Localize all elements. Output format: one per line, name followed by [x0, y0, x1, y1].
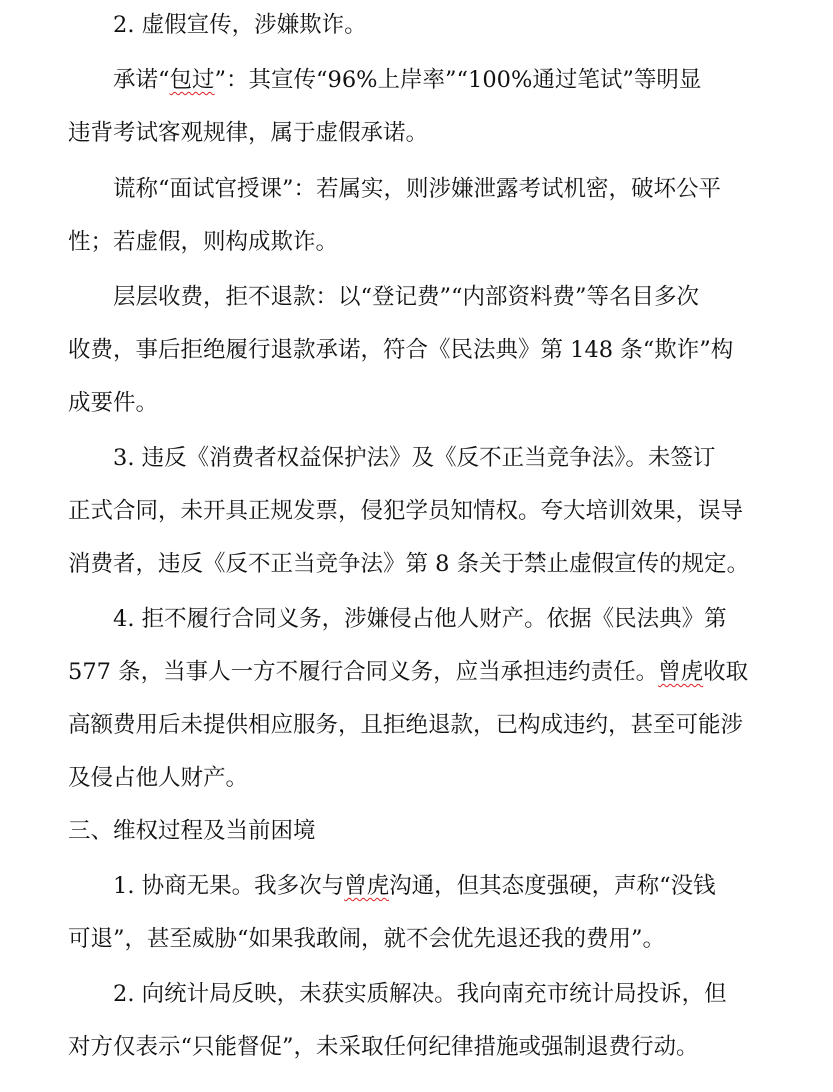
text-segment: 成要件。	[68, 390, 159, 416]
section-heading	[68, 816, 768, 846]
text-line	[113, 979, 813, 1009]
text-segment: 消费者，违反《反不正当竞争法》第 8 条关于禁止虚假宣传的规定。	[68, 551, 750, 577]
text-line	[68, 496, 768, 526]
text-segment: 对方仅表示“只能督促”，未采取任何纪律措施或强制退费行动。	[68, 1034, 699, 1060]
text-segment: 3. 违反《消费者权益保护法》及《反不正当竞争法》。未签订	[113, 445, 716, 471]
text-segment: 沟通，但其态度强硬，声称“没钱	[389, 873, 716, 899]
text-segment: 承诺“	[113, 67, 170, 93]
text-segment: 2. 向统计局反映，未获实质解决。我向南充市统计局投诉，但	[113, 981, 727, 1007]
text-segment: ”：其宣传“96%上岸率”“100%通过笔试”等明显	[214, 67, 702, 93]
text-line	[113, 65, 813, 95]
text-line	[68, 763, 768, 793]
text-segment: 高额费用后未提供相应服务，且拒绝退款，已构成违约，甚至可能涉	[68, 712, 744, 738]
text-segment: 4. 拒不履行合同义务，涉嫌侵占他人财产。依据《民法典》第	[113, 606, 727, 632]
text-segment: 收费，事后拒绝履行退款承诺，符合《民法典》第 148 条“欺诈”构	[68, 337, 734, 363]
spellcheck-flagged-text: 曾虎	[658, 659, 704, 685]
text-line	[68, 710, 768, 740]
text-line	[113, 174, 813, 204]
text-line	[68, 227, 768, 257]
text-line	[68, 388, 768, 418]
text-segment: 2. 虚假宣传，涉嫌欺诈。	[113, 12, 367, 38]
text-segment: 违背考试客观规律，属于虚假承诺。	[68, 120, 429, 146]
text-line	[113, 10, 813, 40]
text-line	[113, 282, 813, 312]
text-line	[68, 924, 768, 954]
text-segment: 及侵占他人财产。	[68, 765, 249, 791]
text-segment: 层层收费，拒不退款：以“登记费”“内部资料费”等名目多次	[113, 284, 700, 310]
text-segment: 收取	[703, 659, 749, 685]
text-line	[113, 871, 813, 901]
spellcheck-flagged-text: 包过	[169, 67, 215, 93]
text-line	[113, 604, 813, 634]
text-line	[68, 118, 768, 148]
text-segment: 三、维权过程及当前困境	[68, 818, 316, 844]
text-segment: 577 条，当事人一方不履行合同义务，应当承担违约责任。	[68, 659, 659, 685]
text-line	[68, 657, 768, 687]
text-line	[68, 549, 768, 579]
text-segment: 性；若虚假，则构成欺诈。	[68, 229, 339, 255]
text-segment: 1. 协商无果。我多次与	[113, 873, 345, 899]
text-line	[113, 443, 813, 473]
text-segment: 可退”，甚至威胁“如果我敢闹，就不会优先退还我的费用”。	[68, 926, 666, 952]
spellcheck-flagged-text: 曾虎	[344, 873, 390, 899]
text-segment: 谎称“面试官授课”：若属实，则涉嫌泄露考试机密，破坏公平	[113, 176, 722, 202]
text-segment: 正式合同，未开具正规发票，侵犯学员知情权。夸大培训效果，误导	[68, 498, 744, 524]
text-line	[68, 1032, 768, 1062]
text-line	[68, 335, 768, 365]
